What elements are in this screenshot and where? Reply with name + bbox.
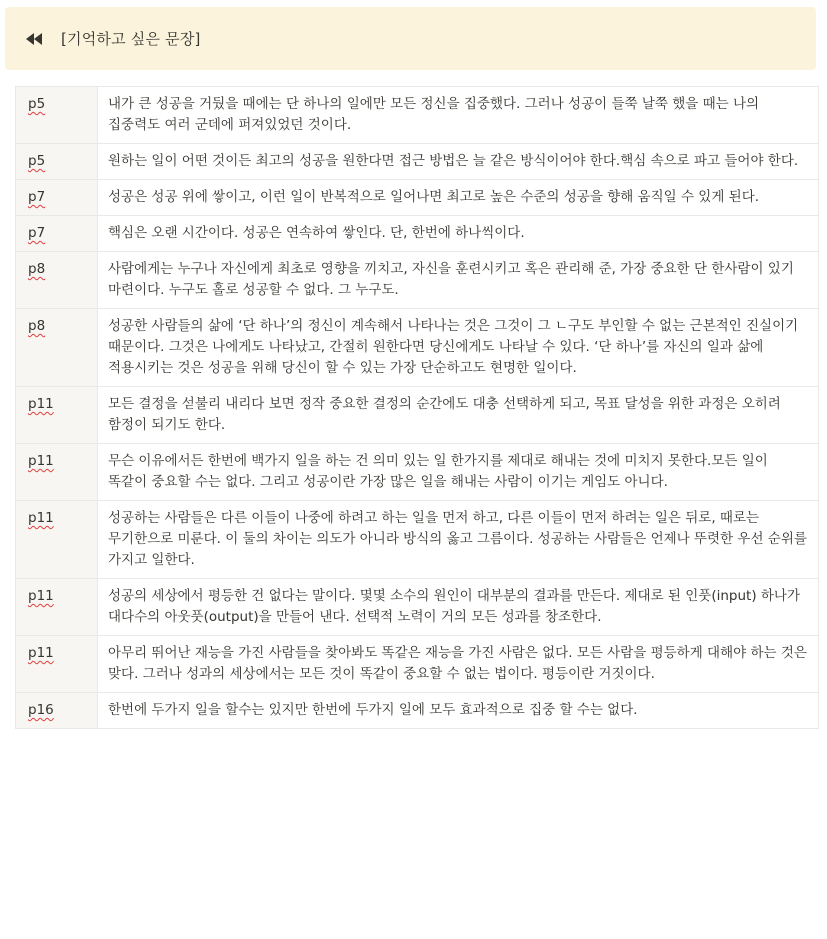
quote-text[interactable]: 한번에 두가지 일을 할수는 있지만 한번에 두가지 일에 모두 효과적으로 집중 할 수는 없다. [98, 693, 819, 729]
quote-text[interactable]: 성공하는 사람들은 다른 이들이 나중에 하려고 하는 일을 먼저 하고, 다른 이들이 먼저 하려는 일은 뒤로, 때로는 무기한으로 미룬다. 이 둘의 차이는 의도가 아니라 방식의 옳고 그름이다. 성공하는 사람들은 언제나 뚜렷한 우선 순위를 가지고 일한다. [98, 501, 819, 579]
table-row [16, 180, 819, 216]
toggle-header[interactable] [5, 7, 816, 70]
notes-table-container [15, 86, 819, 939]
page-cell[interactable] [16, 252, 98, 309]
table-row [16, 579, 819, 636]
page-cell[interactable] [16, 636, 98, 693]
page-number: p11 [28, 510, 54, 526]
page-number: p7 [28, 225, 46, 241]
page-cell[interactable] [16, 501, 98, 579]
quote-text[interactable]: 모든 결정을 섣불리 내리다 보면 정작 중요한 결정의 순간에도 대충 선택하게 되고, 목표 달성을 위한 과정은 오히려 함정이 되기도 한다. [98, 387, 819, 444]
page-number: p8 [28, 318, 46, 334]
table-row [16, 216, 819, 252]
toggle-title: [기억하고 싶은 문장] [61, 30, 201, 48]
quote-text[interactable]: 원하는 일이 어떤 것이든 최고의 성공을 원한다면 접근 방법은 늘 같은 방식이어야 한다.핵심 속으로 파고 들어야 한다. [98, 144, 819, 180]
notes-table [15, 86, 819, 729]
quote-text[interactable]: 성공의 세상에서 평등한 건 없다는 말이다. 몇몇 소수의 원인이 대부분의 결과를 만든다. 제대로 된 인풋(input) 하나가 대다수의 아웃풋(output)을 만들어 낸다. 선택적 노력이 거의 모든 성과를 창조한다. [98, 579, 819, 636]
table-row [16, 387, 819, 444]
page-number: p16 [28, 702, 54, 718]
table-row [16, 309, 819, 387]
page-cell[interactable] [16, 309, 98, 387]
page-cell[interactable] [16, 87, 98, 144]
quote-text[interactable]: 성공은 성공 위에 쌓이고, 이런 일이 반복적으로 일어나면 최고로 높은 수준의 성공을 향해 움직일 수 있게 된다. [98, 180, 819, 216]
page-cell[interactable] [16, 216, 98, 252]
page-number: p11 [28, 645, 54, 661]
page-cell[interactable] [16, 144, 98, 180]
page-number: p7 [28, 189, 46, 205]
table-row [16, 501, 819, 579]
quote-text[interactable]: 아무리 뛰어난 재능을 가진 사람들을 찾아봐도 똑같은 재능을 가진 사람은 없다. 모든 사람을 평등하게 대해야 하는 것은 맞다. 그러나 성과의 세상에서는 모든 것이 똑같이 중요할 수 없는 법이다. 평등이란 거짓이다. [98, 636, 819, 693]
quote-text[interactable]: 무슨 이유에서든 한번에 백가지 일을 하는 건 의미 있는 일 한가지를 제대로 해내는 것에 미치지 못한다.모든 일이 똑같이 중요할 수는 없다. 그리고 성공이란 가장 많은 일을 해내는 사람이 이기는 게임도 아니다. [98, 444, 819, 501]
page-cell[interactable] [16, 387, 98, 444]
page-cell[interactable] [16, 693, 98, 729]
table-row [16, 252, 819, 309]
quote-text[interactable]: 내가 큰 성공을 거뒀을 때에는 단 하나의 일에만 모든 정신을 집중했다. 그러나 성공이 들쭉 날쭉 했을 때는 나의 집중력도 여러 군데에 퍼져있었던 것이다. [98, 87, 819, 144]
page-cell[interactable] [16, 444, 98, 501]
page-number: p11 [28, 588, 54, 604]
table-row [16, 636, 819, 693]
quote-text[interactable]: 성공한 사람들의 삶에 ‘단 하나’의 정신이 계속해서 나타나는 것은 그것이 그 ㄴ구도 부인할 수 없는 근본적인 진실이기 때문이다. 그것은 나에게도 나타났고, 간절히 원한다면 당신에게도 나타날 수 있다. ‘단 하나’를 자신의 일과 삶에 적용시키는 것은 성공을 위해 당신이 할 수 있는 가장 단순하고도 현명한 일이다. [98, 309, 819, 387]
table-row [16, 87, 819, 144]
page-cell[interactable] [16, 180, 98, 216]
page-cell[interactable] [16, 579, 98, 636]
table-row [16, 444, 819, 501]
page-number: p5 [28, 153, 46, 169]
quote-text[interactable]: 핵심은 오랜 시간이다. 성공은 연속하여 쌓인다. 단, 한번에 하나씩이다. [98, 216, 819, 252]
quote-text[interactable]: 사람에게는 누구나 자신에게 최초로 영향을 끼치고, 자신을 훈련시키고 혹은 관리해 준, 가장 중요한 단 한사람이 있기 마련이다. 누구도 홀로 성공할 수 없다. 그 누구도. [98, 252, 819, 309]
rewind-icon[interactable] [25, 29, 49, 49]
table-row [16, 144, 819, 180]
page-number: p11 [28, 396, 54, 412]
page-number: p5 [28, 96, 46, 112]
table-row [16, 693, 819, 729]
page-number: p11 [28, 453, 54, 469]
page-number: p8 [28, 261, 46, 277]
